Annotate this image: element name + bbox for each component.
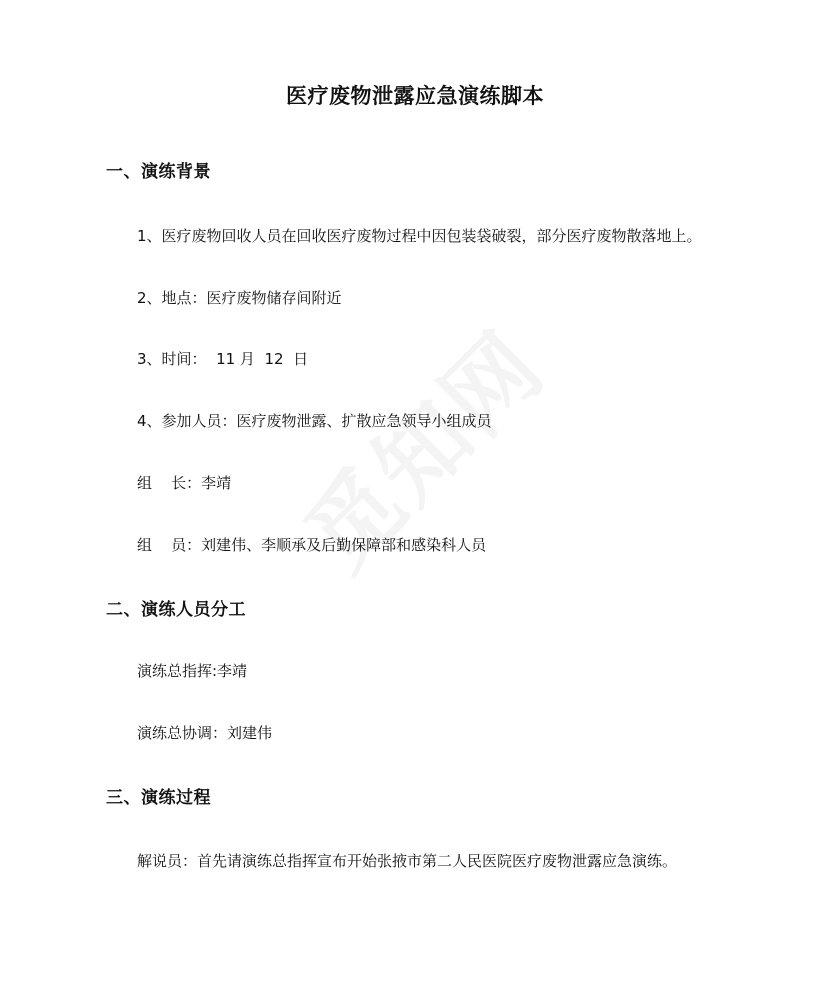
- paragraph-team-members: 组 员：刘建伟、李顺承及后勤保障部和感染科人员: [137, 536, 487, 554]
- paragraph-participants: 4、参加人员：医疗废物泄露、扩散应急领导小组成员: [137, 412, 492, 430]
- document-title: 医疗废物泄露应急演练脚本: [286, 84, 544, 108]
- section-heading-background: 一、演练背景: [106, 162, 211, 182]
- paragraph-team-leader: 组 长：李靖: [137, 474, 232, 492]
- section-heading-roles: 二、演练人员分工: [106, 600, 246, 620]
- paragraph-incident: 1、医疗废物回收人员在回收医疗废物过程中因包装袋破裂，部分医疗废物散落地上。: [137, 227, 702, 245]
- paragraph-commander: 演练总指挥:李靖: [137, 662, 248, 680]
- paragraph-time: 3、时间： 11 月 12 日: [137, 350, 309, 368]
- paragraph-coordinator: 演练总协调：刘建伟: [137, 724, 273, 742]
- paragraph-narrator: 解说员：首先请演练总指挥宣布开始张掖市第二人民医院医疗废物泄露应急演练。: [137, 852, 678, 870]
- section-heading-process: 三、演练过程: [106, 788, 211, 808]
- paragraph-location: 2、地点：医疗废物储存间附近: [137, 289, 342, 307]
